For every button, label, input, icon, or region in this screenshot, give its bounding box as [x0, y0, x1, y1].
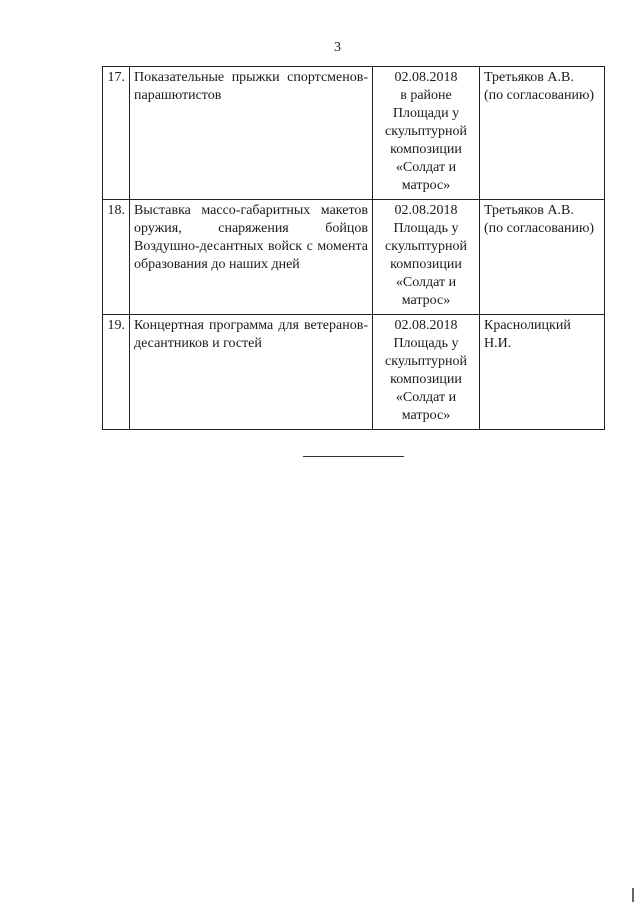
responsible-person [480, 67, 605, 200]
resp-line: Третьяков А.В. [484, 203, 574, 218]
date-line: композиции [390, 372, 462, 387]
resp-line: Третьяков А.В. [484, 70, 574, 85]
page-number: 3 [334, 40, 341, 55]
event-description: Концертная программа для ветеранов-десантников и гостей [130, 315, 373, 430]
date-line: матрос» [401, 293, 451, 308]
date-line: матрос» [401, 408, 451, 423]
resp-line: (по согласованию) [484, 221, 595, 236]
scan-edge-mark [632, 888, 634, 902]
date-line: скульптурной [385, 354, 467, 369]
date-line: «Солдат и [395, 275, 457, 290]
date-line: 02.08.2018 [394, 203, 458, 218]
event-description: Показательные прыжки спортсменов-парашютистов [130, 67, 373, 200]
event-description: Выставка массо-габаритных макетов оружия, снаряжения бойцов Воздушно-десантных войск с момента образования до наших дней [130, 200, 373, 315]
event-date-place [373, 200, 480, 315]
date-line: «Солдат и [395, 390, 457, 405]
responsible-person [480, 315, 605, 430]
date-line: Площадь у [393, 336, 459, 351]
table-row [103, 67, 605, 200]
row-number: 19. [103, 315, 130, 430]
row-number: 18. [103, 200, 130, 315]
date-line: матрос» [401, 178, 451, 193]
date-line: в районе [400, 88, 452, 103]
date-line: Площади у [392, 106, 460, 121]
date-line: 02.08.2018 [394, 318, 458, 333]
resp-line: (по согласованию) [484, 88, 595, 103]
date-line: Площадь у [393, 221, 459, 236]
date-line: скульптурной [385, 239, 467, 254]
events-table [102, 66, 605, 430]
responsible-person [480, 200, 605, 315]
event-date-place [373, 67, 480, 200]
table-row [103, 200, 605, 315]
date-line: скульптурной [385, 124, 467, 139]
table-row [103, 315, 605, 430]
date-line: 02.08.2018 [394, 70, 458, 85]
date-line: композиции [390, 142, 462, 157]
resp-line: Краснолицкий Н.И. [484, 318, 571, 351]
separator-line [303, 456, 404, 457]
row-number: 17. [103, 67, 130, 200]
date-line: «Солдат и [395, 160, 457, 175]
event-date-place [373, 315, 480, 430]
date-line: композиции [390, 257, 462, 272]
